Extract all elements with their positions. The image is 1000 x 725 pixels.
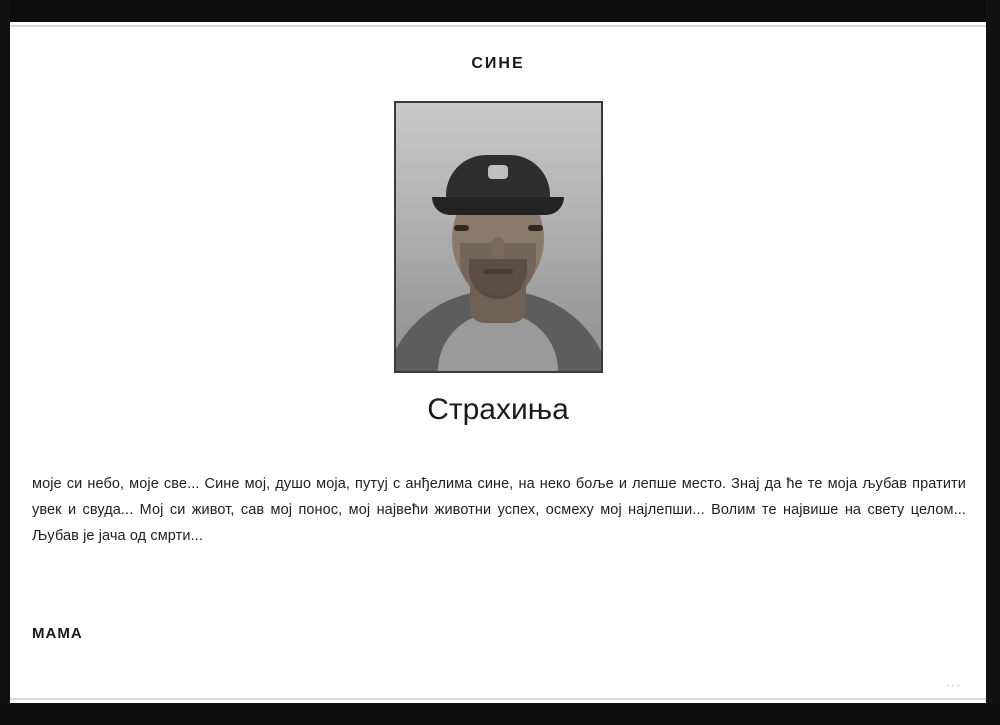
portrait-photo	[394, 101, 603, 373]
portrait-eye-right	[528, 225, 543, 231]
memorial-message: моје си небо, моје све... Сине мој, душо моја, путуј с анђелима сине, на неко боље и лепше место. Знај да ће те моја љубав пратити увек и свуда... Мој си живот, сав мој понос, мој највећи животни успех, осмеху мој најлепши... Волим те највише на свету целом... Љубав је јача од смрти...	[32, 476, 966, 544]
frame-bottom-bar	[0, 703, 1000, 725]
notice-sheet	[10, 27, 986, 698]
divider-bottom	[10, 698, 986, 700]
portrait-cap-brim	[432, 197, 564, 215]
frame-left-bar	[0, 0, 10, 725]
frame-top-bar	[0, 0, 1000, 22]
footnote: - - -	[946, 683, 960, 690]
portrait-nose	[492, 237, 504, 259]
frame-right-bar	[986, 0, 1000, 725]
signature: МАМА	[32, 625, 83, 642]
portrait-cap-logo-icon	[488, 165, 508, 179]
page-title: СИНЕ	[471, 55, 525, 72]
portrait-container	[10, 101, 986, 378]
deceased-name: Страхиња	[427, 393, 569, 426]
portrait-mouth	[483, 269, 513, 274]
portrait-eye-left	[454, 225, 469, 231]
